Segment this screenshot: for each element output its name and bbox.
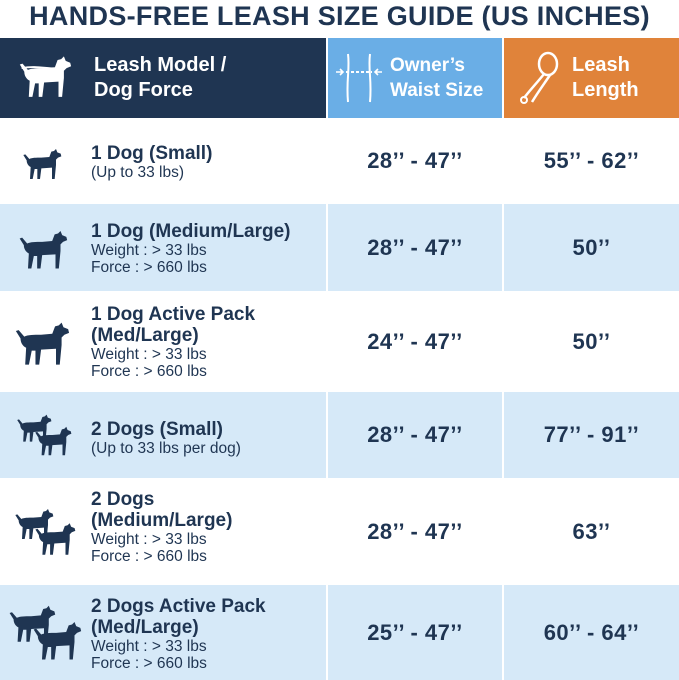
model-name: 2 Dogs (Small)	[91, 419, 223, 440]
dog-icon	[18, 230, 68, 272]
header-model-line2: Dog Force	[94, 79, 193, 101]
model-force: Force : > 660 lbs	[91, 655, 207, 672]
header-leash-line2: Length	[572, 79, 639, 101]
two-large-dogs-icon	[8, 605, 82, 663]
model-cell	[0, 204, 326, 291]
model-name-size: (Med/Large)	[91, 325, 199, 346]
model-force: Force : > 660 lbs	[91, 363, 207, 380]
model-cell	[0, 585, 326, 680]
table-row	[0, 478, 679, 585]
two-small-dogs-icon	[16, 414, 72, 458]
table-row	[0, 118, 679, 204]
leash-length-value: 55’’ - 62’’	[543, 148, 640, 173]
header-waist-line2: Waist Size	[390, 80, 484, 101]
model-cell	[0, 478, 326, 585]
small-dog-icon	[22, 148, 62, 182]
header-waist-size	[328, 38, 502, 118]
model-weight: Weight : > 33 lbs	[91, 346, 207, 363]
model-weight: Weight : > 33 lbs	[91, 242, 207, 259]
waist-size-value: 24’’ - 47’’	[367, 328, 463, 354]
header-leash-length	[504, 38, 679, 118]
leash-length-value: 50’’	[572, 328, 611, 354]
header-waist-line1: Owner’s	[390, 55, 465, 76]
page-title: HANDS-FREE LEASH SIZE GUIDE (US INCHES)	[29, 1, 650, 31]
waist-size-value: 25’’ - 47’’	[367, 619, 463, 645]
waist-size-value: 28’’ - 47’’	[367, 518, 463, 544]
model-name-size: (Medium/Large)	[91, 510, 233, 531]
model-weight: Weight : > 33 lbs	[91, 638, 207, 655]
header-model-line1: Leash Model /	[94, 54, 227, 76]
model-detail: (Up to 33 lbs)	[91, 164, 185, 181]
waist-size-value: 28’’ - 47’’	[367, 422, 463, 447]
table-row	[0, 204, 679, 291]
model-name-size: (Med/Large)	[91, 617, 199, 638]
leash-length-value: 60’’ - 64’’	[543, 619, 640, 645]
model-name: 2 Dogs	[91, 489, 155, 510]
table-row	[0, 291, 679, 392]
header-leash-model	[0, 38, 326, 118]
table-row	[0, 392, 679, 478]
model-name: 1 Dog Active Pack	[91, 304, 256, 325]
waist-size-value: 28’’ - 47’’	[367, 234, 463, 260]
model-name: 2 Dogs Active Pack	[91, 596, 266, 617]
model-name: 1 Dog (Medium/Large)	[91, 221, 291, 242]
leash-icon	[516, 50, 562, 106]
table-row	[0, 585, 679, 680]
large-dog-icon	[14, 321, 70, 369]
waist-size-value: 28’’ - 47’’	[367, 148, 463, 173]
dog-with-leash-icon	[18, 54, 72, 102]
leash-length-value: 50’’	[572, 234, 611, 260]
leash-length-value: 63’’	[572, 518, 611, 544]
model-force: Force : > 660 lbs	[91, 548, 207, 565]
two-dogs-icon	[14, 508, 76, 558]
model-cell	[0, 291, 326, 392]
model-detail: (Up to 33 lbs per dog)	[91, 440, 241, 457]
waist-icon	[334, 50, 384, 106]
leash-length-value: 77’’ - 91’’	[543, 422, 640, 447]
model-cell	[0, 118, 326, 204]
model-cell	[0, 392, 326, 478]
model-name: 1 Dog (Small)	[91, 143, 213, 164]
model-force: Force : > 660 lbs	[91, 259, 207, 276]
header-leash-line1: Leash	[572, 54, 630, 76]
model-weight: Weight : > 33 lbs	[91, 531, 207, 548]
